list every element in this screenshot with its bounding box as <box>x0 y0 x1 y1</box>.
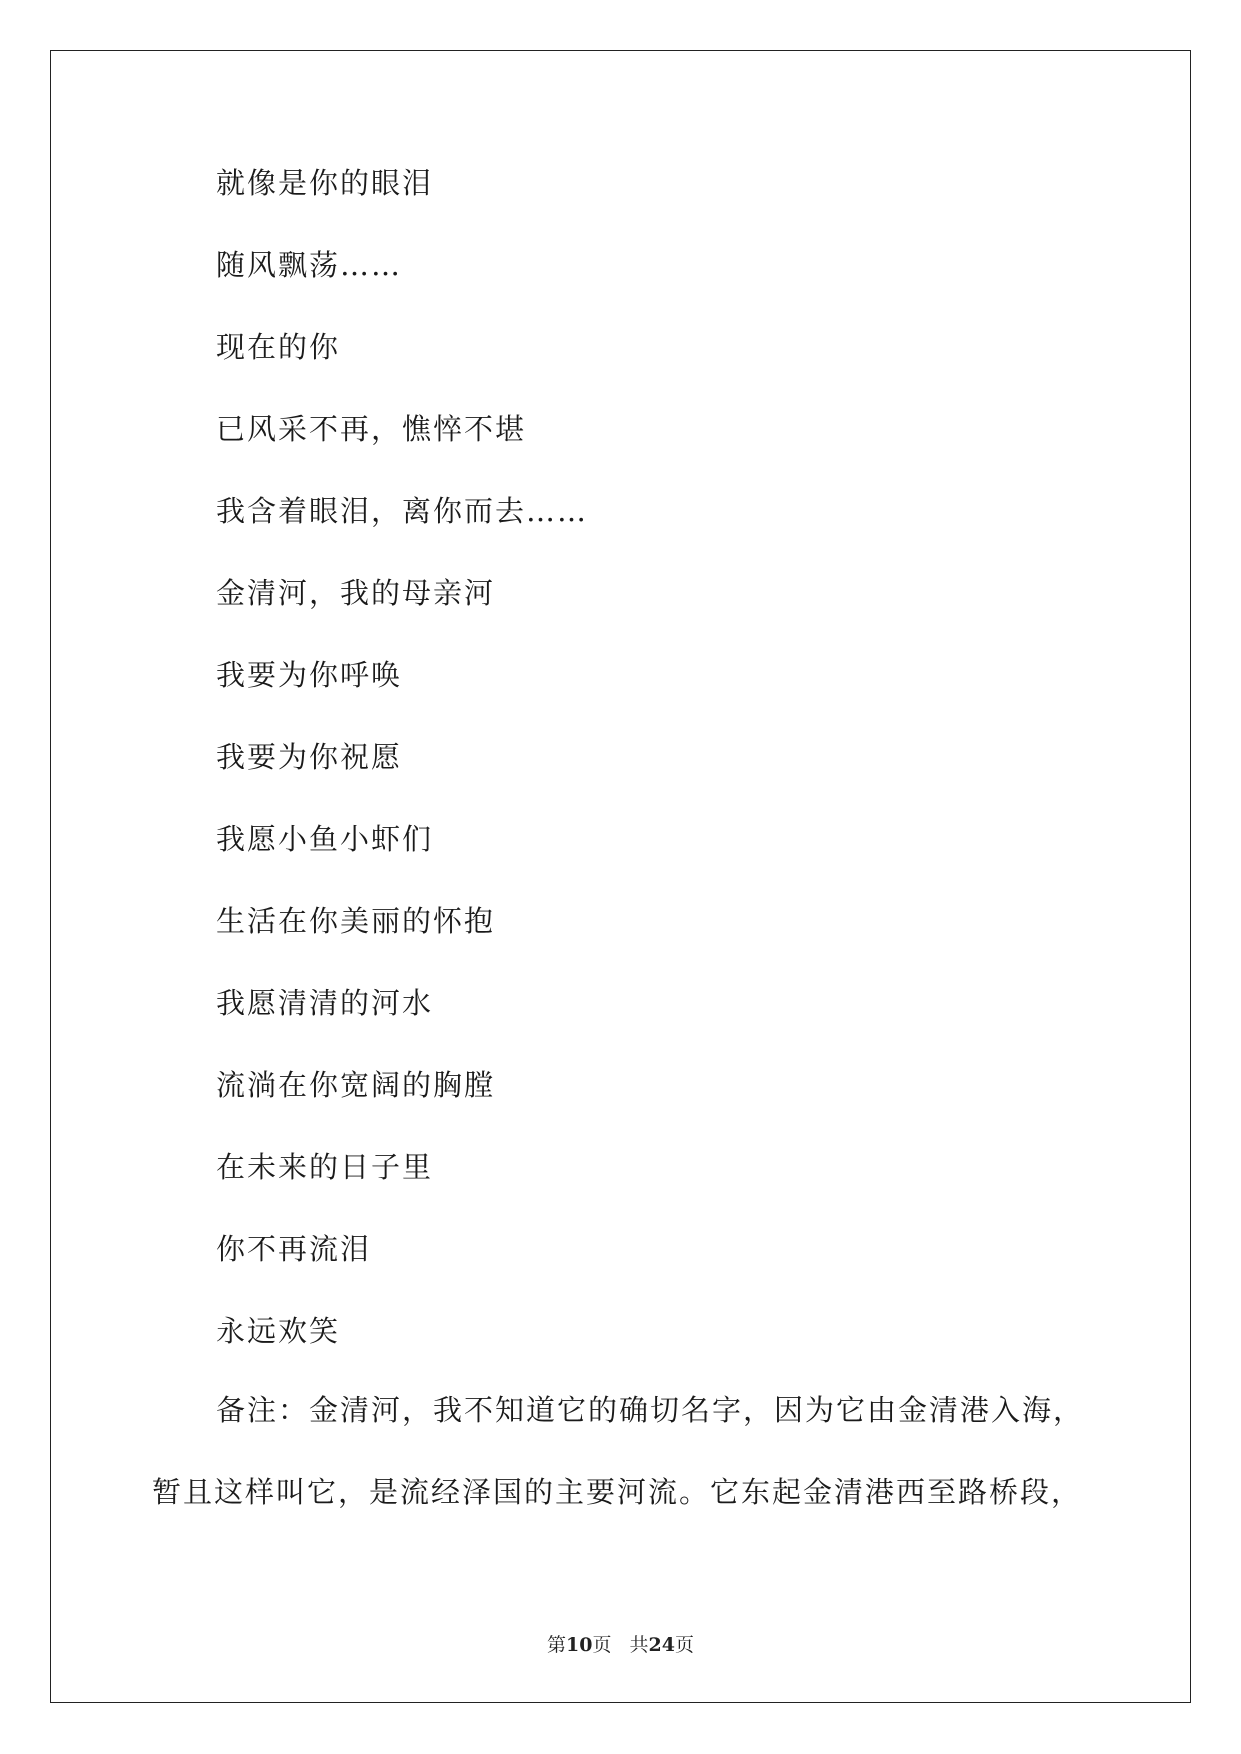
poem-body <box>216 166 588 1396</box>
poem-line: 流淌在你宽阔的胸膛 <box>216 1068 496 1102</box>
poem-line: 我要为你祝愿 <box>216 740 403 774</box>
poem-line: 我要为你呼唤 <box>216 658 403 692</box>
page-footer <box>0 1633 1241 1657</box>
poem-line: 永远欢笑 <box>216 1314 341 1348</box>
poem-line: 已风采不再，憔悴不堪 <box>216 412 527 446</box>
current-page-number: 10 <box>566 1634 593 1656</box>
poem-line: 随风飘荡…… <box>216 248 403 282</box>
note-line-1: 备注：金清河，我不知道它的确切名字，因为它由金清港入海， <box>216 1393 1085 1427</box>
poem-line: 现在的你 <box>216 330 341 364</box>
total-suffix: 页 <box>674 1634 694 1656</box>
note-line-2: 暂且这样叫它，是流经泽国的主要河流。它东起金清港西至路桥段， <box>152 1475 1083 1509</box>
total-page-count: 24 <box>648 1634 675 1656</box>
page-suffix: 页 <box>592 1634 612 1656</box>
note-paragraph <box>152 1393 1097 1557</box>
poem-line: 我愿清清的河水 <box>216 986 434 1020</box>
poem-line: 金清河，我的母亲河 <box>216 576 496 610</box>
total-prefix: 共 <box>629 1634 649 1656</box>
poem-line: 生活在你美丽的怀抱 <box>216 904 496 938</box>
poem-line: 在未来的日子里 <box>216 1150 434 1184</box>
poem-line: 就像是你的眼泪 <box>216 166 434 200</box>
poem-line: 你不再流泪 <box>216 1232 372 1266</box>
poem-line: 我愿小鱼小虾们 <box>216 822 434 856</box>
page-prefix: 第 <box>547 1634 567 1656</box>
poem-line: 我含着眼泪，离你而去…… <box>216 494 589 528</box>
